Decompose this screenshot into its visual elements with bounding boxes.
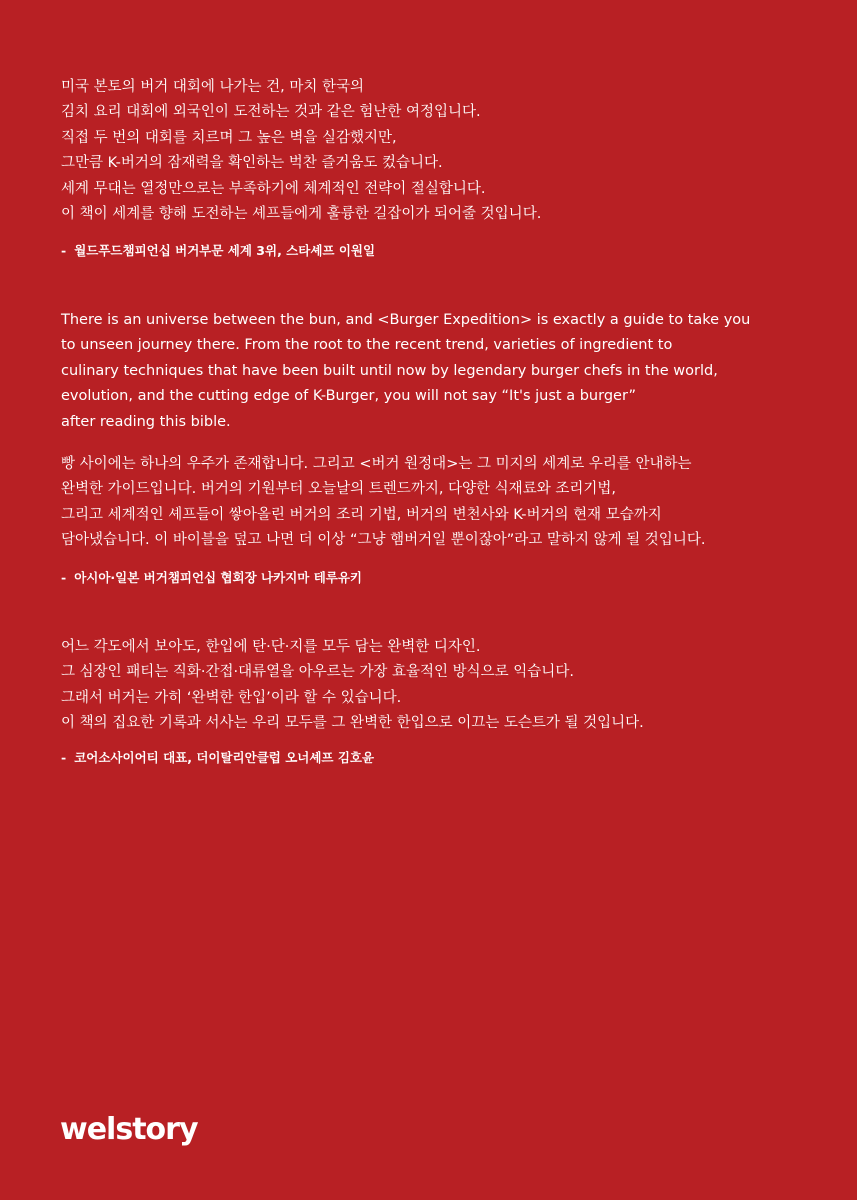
quote-line: 그 심장인 패티는 직화·간접·대류열을 아우르는 가장 효율적인 방식으로 익습니다. [61, 664, 574, 681]
attribution-text: 월드푸드챔피언십 버거부문 세계 3위, 스타셰프 이원일 [74, 243, 376, 258]
quote-2-english-text [61, 308, 831, 435]
quote-line: 그리고 세계적인 셰프들이 쌓아올린 버거의 조리 기법, 버거의 변천사와 K-버거의 현재 모습까지 [61, 506, 662, 523]
attribution-dash: - [61, 243, 67, 258]
quote-3-text [61, 635, 831, 737]
attribution-dash: - [61, 570, 67, 585]
quote-line: culinary techniques that have been built until now by legendary burger chefs in the world, [61, 362, 718, 379]
quote-line: 그만큼 K-버거의 잠재력을 확인하는 벅찬 즐거움도 컸습니다. [61, 155, 443, 172]
attribution-text: 코어소사이어티 대표, 더이탈리안클럽 오너셰프 김호윤 [74, 750, 375, 765]
quote-line: 세계 무대는 열정만으로는 부족하기에 체계적인 전략이 절실합니다. [61, 180, 486, 197]
quote-line: 그래서 버거는 가히 ‘완벽한 한입’이라 할 수 있습니다. [61, 689, 402, 706]
attribution-text: 아시아·일본 버거챔피언십 협회장 나카지마 테루유키 [74, 570, 363, 585]
quote-line: 완벽한 가이드입니다. 버거의 기원부터 오늘날의 트렌드까지, 다양한 식재료와 조리기법, [61, 481, 616, 498]
quote-line: 김치 요리 대회에 외국인이 도전하는 것과 같은 험난한 여정입니다. [61, 104, 481, 121]
quote-1-text [61, 75, 831, 227]
quote-line: 이 책이 세계를 향해 도전하는 셰프들에게 훌륭한 길잡이가 되어줄 것입니다. [61, 206, 542, 223]
quote-1-attribution [61, 241, 375, 259]
welstory-logo [60, 1112, 198, 1147]
quote-line: There is an universe between the bun, and <Burger Expedition> is exactly a guide to take you [61, 312, 751, 328]
quote-2-attribution [61, 568, 362, 586]
quote-line: 빵 사이에는 하나의 우주가 존재합니다. 그리고 <버거 원정대>는 그 미지의 세계로 우리를 안내하는 [61, 456, 692, 472]
quote-2-text [61, 452, 831, 554]
logo-wordmark: welstory [60, 1112, 198, 1147]
quote-line: 이 책의 집요한 기록과 서사는 우리 모두를 그 완벽한 한입으로 이끄는 도슨트가 될 것입니다. [61, 715, 644, 732]
attribution-dash: - [61, 750, 67, 765]
quote-line: 어느 각도에서 보아도, 한입에 탄·단·지를 모두 담는 완벽한 디자인. [61, 639, 481, 655]
quote-line: after reading this bible. [61, 413, 231, 430]
quote-line: to unseen journey there. From the root to the recent trend, varieties of ingredient to [61, 337, 673, 354]
quote-line: 담아냈습니다. 이 바이블을 덮고 나면 더 이상 “그냥 햄버거일 뿐이잖아”라고 말하지 않게 될 것입니다. [61, 532, 706, 549]
quote-line: 직접 두 번의 대회를 치르며 그 높은 벽을 실감했지만, [61, 129, 397, 146]
quote-line: evolution, and the cutting edge of K-Burger, you will not say “It's just a burger” [61, 388, 637, 405]
quote-3-attribution [61, 748, 374, 766]
quote-line: 미국 본토의 버거 대회에 나가는 건, 마치 한국의 [61, 79, 365, 95]
